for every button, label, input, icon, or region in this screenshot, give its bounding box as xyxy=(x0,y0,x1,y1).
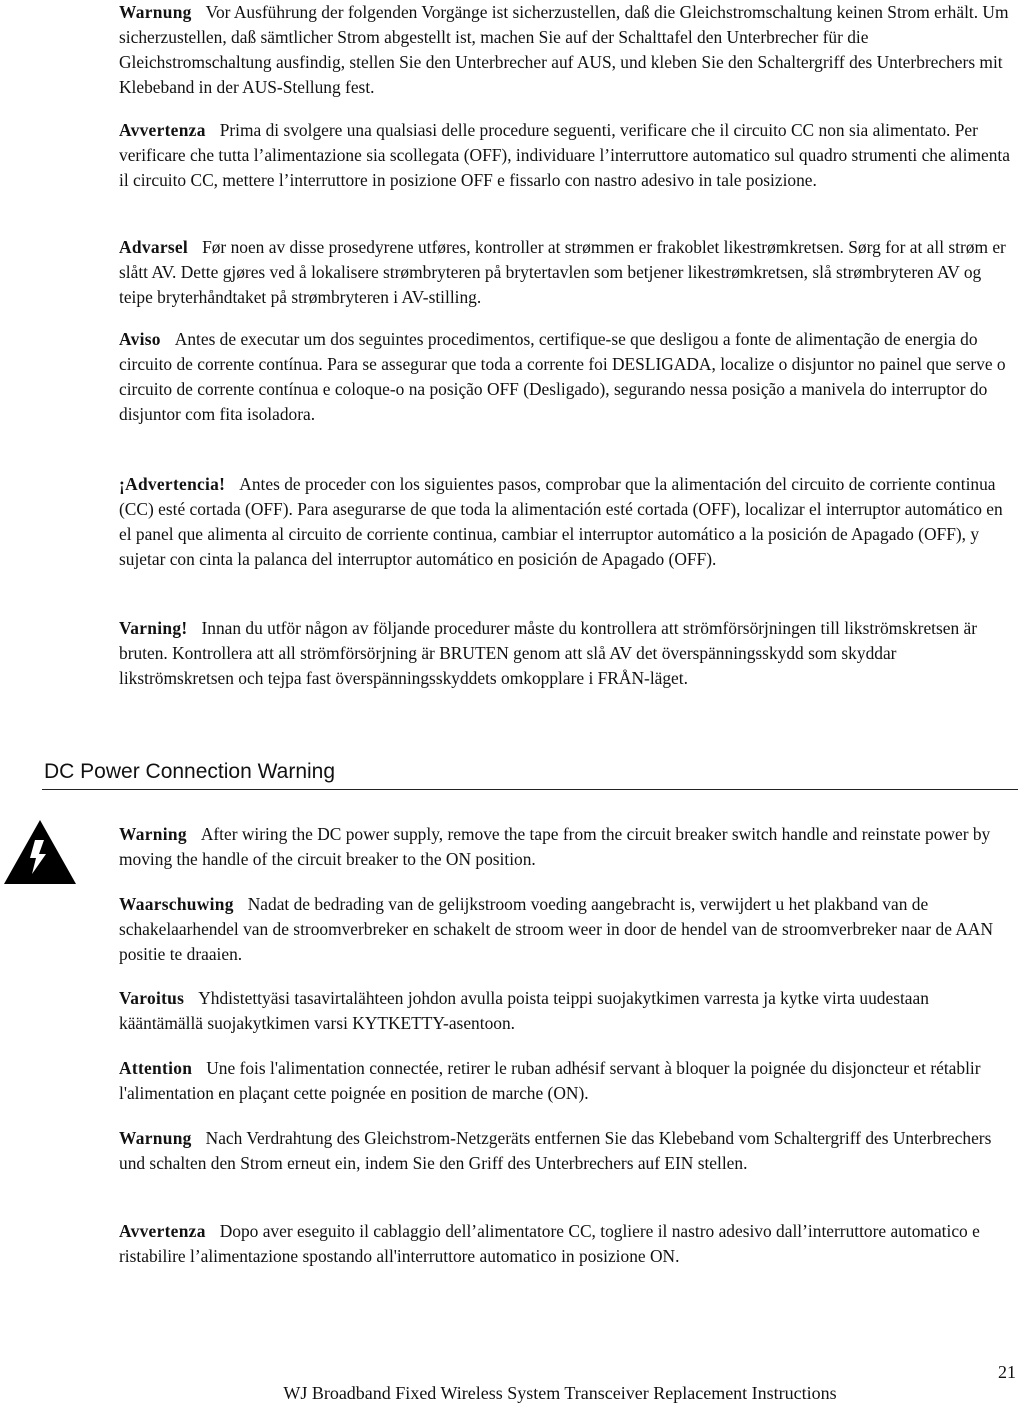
warning-text: Dopo aver eseguito il cablaggio dell’alimentatore CC, togliere il nastro adesivo dall’interruttore automatico e ristabilire l’alimentazione spostando all'interruttore automatico in posizione ON. xyxy=(119,1221,980,1266)
warning-label: Avvertenza xyxy=(119,120,206,140)
warning-label: Warnung xyxy=(119,1128,192,1148)
warning-paragraph-norwegian xyxy=(119,235,1011,310)
warning-text: Før noen av disse prosedyrene utføres, kontroller at strømmen er frakoblet likestrømkretsen. Sørg for at all strøm er slått AV. Dette gjøres ved å lokalisere strømbryteren på brytertavlen som betjener likestrømkretsen, slå strømbryteren AV og teipe bryterhåndtaket på strømbryteren i AV-stilling. xyxy=(119,237,1006,307)
warning-text: Antes de executar um dos seguintes procedimentos, certifique-se que desligou a fonte de alimentação de energia do circuito de corrente contínua. Para se assegurar que toda a corrente foi DESLIGADA, localize o disjuntor no painel que serve o circuito de corrente contínua e coloque-o na posição OFF (Desligado), segurando nessa posição a manivela do interruptor do disjuntor com fita isoladora. xyxy=(119,329,1006,424)
dc-warning-paragraph-dutch xyxy=(119,892,1011,967)
warning-text: Antes de proceder con los siguientes pasos, comprobar que la alimentación del circuito de corriente continua (CC) esté cortada (OFF). Para asegurarse de que toda la alimentación esté cortada (OFF), localizar el interruptor automático en el panel que alimenta al circuito de corriente continua, cambiar el interruptor automático a la posición de Apagado (OFF), y sujetar con cinta la palanca del interruptor automático en posición de Apagado (OFF). xyxy=(119,474,1003,569)
warning-label: Varning! xyxy=(119,618,188,638)
warning-paragraph-italian xyxy=(119,118,1011,193)
warning-text: Une fois l'alimentation connectée, retirer le ruban adhésif servant à bloquer la poignée du disjoncteur et rétablir l'alimentation en plaçant cette poignée en position de marche (ON). xyxy=(119,1058,981,1103)
warning-paragraph-spanish xyxy=(119,472,1011,572)
warning-label: ¡Advertencia! xyxy=(119,474,226,494)
warning-text: Yhdistettyäsi tasavirtalähteen johdon avulla poista teippi suojakytkimen varresta ja kytke virta uudestaan kääntämällä suojakytkimen varsi KYTKETTY-asentoon. xyxy=(119,988,929,1033)
warning-text: Nach Verdrahtung des Gleichstrom-Netzgeräts entfernen Sie das Klebeband vom Schaltergriff des Unterbrechers und schalten den Strom erneut ein, indem Sie den Griff des Unterbrechers auf EIN stellen. xyxy=(119,1128,992,1173)
dc-warning-paragraph-english xyxy=(119,822,1011,872)
warning-text: Vor Ausführung der folgenden Vorgänge ist sicherzustellen, daß die Gleichstromschaltung keinen Strom erhält. Um sicherzustellen, daß sämtlicher Strom abgestellt ist, machen Sie auf der Schalttafel den Unterbrecher für die Gleichstromschaltung ausfindig, stellen Sie den Unterbrecher auf AUS, und kleben Sie den Schaltergriff des Unterbrechers mit Klebeband in der AUS-Stellung fest. xyxy=(119,2,1009,97)
warning-label: Warnung xyxy=(119,2,192,22)
warning-label: Advarsel xyxy=(119,237,189,257)
warning-paragraph-german xyxy=(119,0,1011,100)
dc-warning-paragraph-finnish xyxy=(119,986,1011,1036)
warning-text: Innan du utför någon av följande procedurer måste du kontrollera att strömförsörjningen till likströmskretsen är bruten. Kontrollera att all strömförsörjning är BRUTEN genom att slå AV det överspänningsskydd som skyddar likströmskretsen och tejpa fast överspänningsskyddets omkopplare i FRÅN-läget. xyxy=(119,618,978,688)
dc-warning-paragraph-french xyxy=(119,1056,1011,1106)
warning-paragraph-portuguese xyxy=(119,327,1011,427)
section-heading: DC Power Connection Warning xyxy=(44,760,336,783)
warning-paragraph-swedish xyxy=(119,616,1011,691)
warning-lightning-icon xyxy=(2,818,78,886)
warning-text: After wiring the DC power supply, remove the tape from the circuit breaker switch handle and reinstate power by moving the handle of the circuit breaker to the ON position. xyxy=(119,824,991,869)
warning-label: Varoitus xyxy=(119,988,185,1008)
warning-label: Attention xyxy=(119,1058,193,1078)
warning-text: Nadat de bedrading van de gelijkstroom voeding aangebracht is, verwijdert u het plakband van de schakelaarhendel van de stroomverbreker en schakelt de stroom weer in door de hendel van de stroomverbreker naar de AAN positie te draaien. xyxy=(119,894,994,964)
warning-label: Warning xyxy=(119,824,187,844)
section-divider xyxy=(42,789,1018,790)
warning-label: Aviso xyxy=(119,329,161,349)
warning-label: Avvertenza xyxy=(119,1221,206,1241)
warning-text: Prima di svolgere una qualsiasi delle procedure seguenti, verificare che il circuito CC non sia alimentato. Per verificare che tutta l’alimentazione sia scollegata (OFF), individuare l’interruttore automatico sul quadro strumenti che alimenta il circuito CC, mettere l’interruttore in posizione OFF e fissarlo con nastro adesivo in tale posizione. xyxy=(119,120,1010,190)
page-footer: WJ Broadband Fixed Wireless System Transceiver Replacement Instructions xyxy=(283,1383,837,1403)
dc-warning-paragraph-italian xyxy=(119,1219,1011,1269)
warning-label: Waarschuwing xyxy=(119,894,234,914)
page-number: 21 xyxy=(998,1362,1016,1382)
dc-warning-paragraph-german xyxy=(119,1126,1011,1176)
